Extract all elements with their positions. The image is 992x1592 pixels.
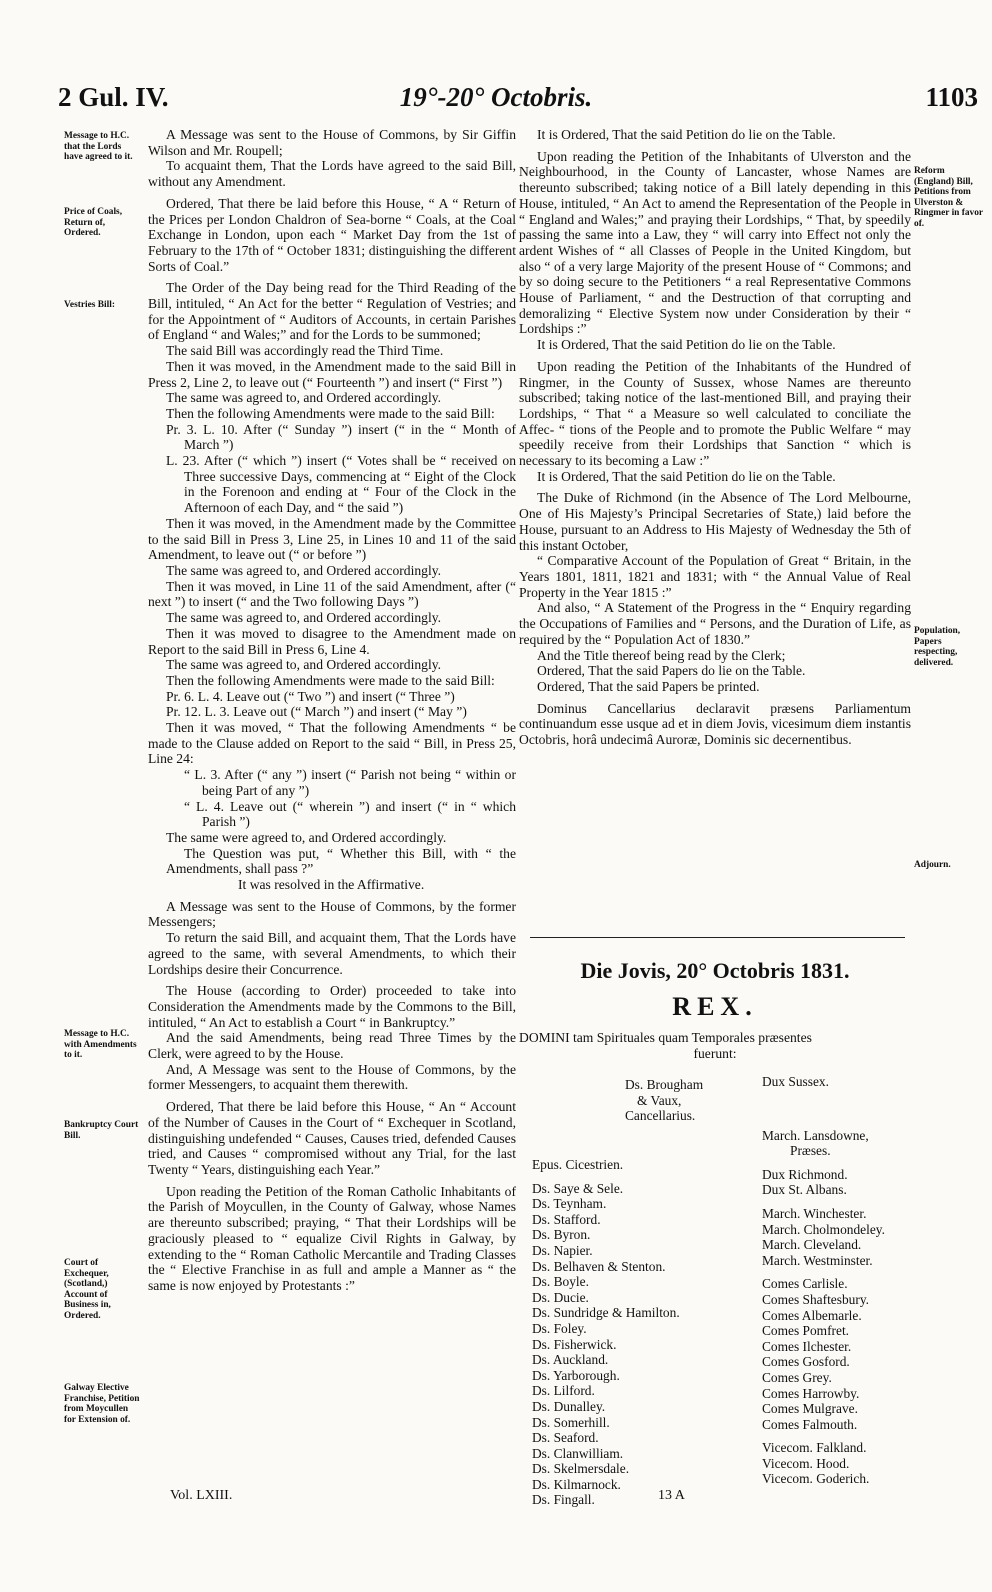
paragraph: The same was agreed to, and Ordered accordingly. [166, 610, 442, 626]
section-divider [530, 937, 905, 938]
list-item: Comes Harrowby. [762, 1385, 860, 1401]
page-number: 1103 [925, 82, 978, 112]
amendment: Pr. 3. L. 10. After (“ Sunday ”) insert (“ in the “ Month of March ”) [166, 421, 516, 453]
list-item: Præses. [790, 1143, 831, 1159]
paragraph: The said Bill was accordingly read the Third Time. [166, 343, 444, 359]
list-item: Ds. Auckland. [532, 1352, 609, 1368]
amendment: “ L. 3. After (“ any ”) insert (“ Parish not being “ within or being Part of any ”) [184, 767, 516, 798]
paragraph: Upon reading the Petition of the Inhabitants of Ulverston and the Neighbourhood, in the County of Lancaster, whose Names are thereunto subscribed; taking notice of a Bill lately depending in this House, intituled, “ An Act to amend the Representation of the People in “ England and Wales;” and praying their Lordships, “ That, by speedily passing the same into a Law, they “ will carry into Effect not only the ardent Wishes of “ all Classes of People in the United Kingdom, but also “ of a very large Majority of the present House of “ Commons; and by so doing secure to the Petitioners “ a real Representative Commons House of Parliament, “ and the Destruction of that corrupting and demoralizing “ Elective System now under Consideration by their “ Lordships :” [519, 148, 911, 337]
sidenote-message-amendments: Message to H.C. with Amendments to it. [64, 1029, 137, 1061]
lords-list-left [532, 1157, 680, 1508]
chancellor-name: & Vaux, [637, 1092, 682, 1108]
paragraph: It is Ordered, That the said Petition do lie on the Table. [537, 127, 836, 142]
list-item: Ds. Sundridge & Hamilton. [532, 1305, 680, 1321]
paragraph: The same were agreed to, and Ordered accordingly. [166, 829, 447, 845]
sidenote-price-of-coals: Price of Coals, Return of, Ordered. [64, 207, 123, 239]
list-item: Comes Albemarle. [762, 1307, 862, 1323]
sidenote-adjourn: Adjourn. [914, 860, 951, 870]
left-column [148, 127, 516, 1294]
sidenote-message-hc: Message to H.C. that the Lords have agreed to it. [64, 131, 133, 163]
list-item: Ds. Somerhill. [532, 1414, 610, 1430]
amendment: Pr. 6. L. 4. Leave out (“ Two ”) and insert (“ Three ”) [166, 688, 455, 704]
domini-text: DOMINI tam Spirituales quam Temporales præsentes [519, 1030, 812, 1045]
list-item: Dux Sussex. [762, 1074, 829, 1089]
list-item: Dux St. Albans. [762, 1182, 847, 1198]
paragraph: And the said Amendments, being read Three Times by the Clerk, were agreed to by the House. [148, 1030, 516, 1062]
list-item: Ds. Byron. [532, 1227, 591, 1243]
chancellor-block [625, 1077, 703, 1124]
paragraph: “ Comparative Account of the Population of Great “ Britain, in the Years 1801, 1811, 1821 and 1831; with “ the Annual Value of Real Property in the Year 1815 :” [519, 553, 911, 600]
amendment: L. 23. After (“ which ”) insert (“ Votes shall be “ received on Three successive Days, commencing at “ Eight of the Clock in the Forenoon and ending at “ Four of the Clock in the Afternoon of each Day, and “ the said ”) [166, 453, 516, 516]
rex-heading: REX. [672, 992, 758, 1021]
list-item: Ds. Belhaven & Stenton. [532, 1258, 666, 1274]
list-item: Comes Falmouth. [762, 1416, 858, 1432]
paragraph: It is Ordered, That the said Petition do lie on the Table. [537, 468, 836, 484]
list-item: Ds. Lilford. [532, 1383, 595, 1399]
paragraph: The same was agreed to, and Ordered accordingly. [166, 390, 442, 406]
paragraph: The same was agreed to, and Ordered accordingly. [166, 657, 442, 673]
paragraph: Ordered, That the said Papers do lie on the Table. [537, 663, 806, 679]
list-item: Comes Grey. [762, 1369, 832, 1385]
paragraph: It was resolved in the Affirmative. [238, 877, 425, 893]
list-item: Comes Ilchester. [762, 1338, 852, 1354]
domini-line [519, 1030, 911, 1061]
paragraph: Then the following Amendments were made to the said Bill: [166, 672, 495, 688]
list-item: Ds. Seaford. [532, 1430, 599, 1446]
list-item: Ds. Yarborough. [532, 1367, 620, 1383]
domini-text-2: fuerunt: [693, 1045, 737, 1061]
paragraph: And also, “ A Statement of the Progress in the “ Enquiry regarding the Occupations of Families and “ Persons, and the Duration of Life, as required by the “ Population Act of 1830.” [519, 600, 911, 647]
right-column [519, 127, 911, 748]
list-item: Comes Gosford. [762, 1354, 850, 1370]
running-header-date: 19°-20° Octobris. [399, 82, 593, 112]
paragraph: To return the said Bill, and acquaint them, That the Lords have agreed to the same, with several Amendments, to which their Lordships desire their Concurrence. [148, 930, 516, 977]
signature-mark: 13 A [658, 1488, 685, 1503]
sidenote-population: Population, Papers respecting, delivered. [914, 626, 961, 668]
list-item: Ds. Napier. [532, 1242, 593, 1258]
paragraph: The Duke of Richmond (in the Absence of The Lord Melbourne, One of His Majesty’s Principal Secretaries of State,) laid before the House, pursuant to an Address to His Majesty of Wednesday the 5th of this instant October, [519, 490, 911, 553]
list-item: March. Westminster. [762, 1252, 873, 1268]
list-item: Vicecom. Goderich. [762, 1471, 870, 1487]
paragraph: Upon reading the Petition of the Roman Catholic Inhabitants of the Parish of Moycullen, in the County of Galway, whose Names are thereunto subscribed; praying, “ That their Lordships will be graciously pleased to “ equalize Civil Rights in Galway, by extending to the “ Roman Catholic Mercantile and Trading Classes the “ Elective Franchise in as full and ample a Manner as “ the same is now enjoyed by Protestants :” [148, 1183, 516, 1293]
list-item: Comes Pomfret. [762, 1323, 850, 1339]
list-item: Ds. Skelmersdale. [532, 1461, 630, 1477]
list-item: Ds. Stafford. [532, 1211, 601, 1227]
paragraph: And, A Message was sent to the House of Commons, by the former Messengers, to acquaint them therewith. [148, 1061, 516, 1093]
paragraph: Ordered, That there be laid before this House, “ A “ Return of the Prices per London Chaldron of Sea-borne “ Coals, at the Coal Exchange in London, upon each “ Market Day from the 1st of February to the 17th of “ October 1831; distinguishing the different Sorts of Coal.” [148, 195, 516, 274]
paragraph: Then it was moved, in the Amendment made by the Committee to the said Bill in Press 3, Line 25, in Lines 10 and 11 of the said Amendment, to leave out (“ or before ”) [148, 515, 516, 563]
running-header-left: 2 Gul. IV. [58, 82, 169, 112]
list-item: Epus. Cicestrien. [532, 1157, 624, 1172]
sidenote-court-exchequer: Court of Exchequer, (Scotland,) Account of Business in, Ordered. [64, 1258, 111, 1321]
list-item: Ds. Teynham. [532, 1196, 607, 1212]
paragraph: Then it was moved to disagree to the Amendment made on Report to the said Bill in Press 6, Line 4. [148, 625, 516, 657]
list-item: Ds. Saye & Sele. [532, 1180, 624, 1196]
list-item: Ds. Dunalley. [532, 1398, 606, 1414]
list-item: Ds. Foley. [532, 1320, 587, 1336]
paragraph: Then it was moved, in the Amendment made to the said Bill in Press 2, Line 2, to leave out (“ Fourteenth ”) and insert (“ First ”) [148, 358, 516, 390]
paragraph: The House (according to Order) proceeded to take into Consideration the Amendments made by the Commons to the Bill, intituled, “ An Act to establish a Court “ in Bankruptcy.” [148, 983, 516, 1030]
list-item: Ds. Fisherwick. [532, 1336, 617, 1352]
list-item: March. Cleveland. [762, 1237, 862, 1253]
paragraph: Dominus Cancellarius declaravit præsens Parliamentum continuandum esse usque ad et in diem Jovis, vicesimum diem instantis Octobris, horâ undecimâ Auroræ, Dominis sic decernentibus. [519, 700, 911, 748]
paragraph: Then it was moved, “ That the following Amendments “ be made to the Clause added on Report to the said “ Bill, in Press 25, Line 24: [148, 720, 516, 767]
paragraph: Then the following Amendments were made to the said Bill: [166, 405, 495, 421]
sidenote-vestries-bill: Vestries Bill: [64, 300, 115, 310]
paragraph: It is Ordered, That the said Petition do lie on the Table. [537, 337, 836, 353]
paragraph: Ordered, That the said Papers be printed. [537, 678, 760, 694]
amendment: “ L. 4. Leave out (“ wherein ”) and insert (“ in “ which Parish ”) [184, 798, 516, 830]
list-item: March. Cholmondeley. [762, 1221, 885, 1237]
list-item: Comes Carlisle. [762, 1276, 848, 1292]
paragraph: The Order of the Day being read for the Third Reading of the Bill, intituled, “ An Act for the better “ Regulation of Vestries; and for the Appointment of “ Auditors of Accounts, in certain Parishes of England “ and Wales;” and for the Lords to be summoned; [148, 280, 516, 343]
list-item: Ds. Ducie. [532, 1289, 589, 1305]
list-item: Ds. Boyle. [532, 1274, 589, 1290]
paragraph: To acquaint them, That the Lords have agreed to the said Bill, without any Amendment. [148, 158, 516, 190]
list-item: Ds. Kilmarnock. [532, 1476, 621, 1492]
paragraph: Upon reading the Petition of the Inhabitants of the Hundred of Ringmer, in the County of Sussex, whose Names are thereunto subscribed; taking notice of the last-mentioned Bill, and praying their Lordships, “ That “ a Measure so well calculated to conciliate the Affec- “ tions of the People and to promote the Public Welfare “ may speedily receive from their Lordships that Sanction “ which is necessary to its becoming a Law :” [519, 358, 911, 469]
paragraph: A Message was sent to the House of Commons, by Sir Giffin Wilson and Mr. Roupell; [148, 127, 516, 158]
paragraph: The Question was put, “ Whether this Bill, with “ the Amendments, shall pass ?” [166, 845, 516, 877]
paragraph: Then it was moved, in Line 11 of the said Amendment, after (“ next ”) to insert (“ and the Two following Days ”) [148, 578, 516, 610]
lords-list-right [762, 1074, 885, 1487]
chancellor-name: Ds. Brougham [625, 1077, 704, 1092]
paragraph: Ordered, That there be laid before this House, “ An “ Account of the Number of Causes in the Court of “ Exchequer in Scotland, distinguishing undefended “ Causes, Causes tried, defended Causes tried, and Causes “ compromised without any Trial, for the last Twenty “ Years, distinguishing each Year.” [148, 1099, 516, 1177]
sidenote-galway: Galway Elective Franchise, Petition from Moycullen for Extension of. [64, 1383, 140, 1425]
list-item: Vicecom. Hood. [762, 1455, 850, 1471]
list-item: Comes Mulgrave. [762, 1401, 858, 1417]
chancellor-title: Cancellarius. [625, 1108, 696, 1124]
list-item: Ds. Fingall. [532, 1492, 595, 1508]
list-item: March. Lansdowne, [762, 1127, 869, 1143]
list-item: Vicecom. Falkland. [762, 1440, 867, 1456]
paragraph: The same was agreed to, and Ordered accordingly. [166, 562, 442, 578]
sidenote-bankruptcy: Bankruptcy Court Bill. [64, 1120, 139, 1141]
list-item: Comes Shaftesbury. [762, 1291, 869, 1307]
amendment: Pr. 12. L. 3. Leave out (“ March ”) and insert (“ May ”) [166, 704, 467, 720]
paragraph: And the Title thereof being read by the Clerk; [537, 647, 786, 663]
list-item: Dux Richmond. [762, 1166, 848, 1182]
list-item: Ds. Clanwilliam. [532, 1445, 624, 1461]
paragraph: A Message was sent to the House of Commons, by the former Messengers; [148, 898, 516, 930]
list-item: March. Winchester. [762, 1205, 867, 1221]
volume-label: Vol. LXIII. [170, 1488, 233, 1503]
sidenote-reform-bill: Reform (England) Bill, Petitions from Ulverston & Ringmer in favor of. [914, 166, 983, 229]
sitting-date: Die Jovis, 20° Octobris 1831. [580, 958, 850, 983]
